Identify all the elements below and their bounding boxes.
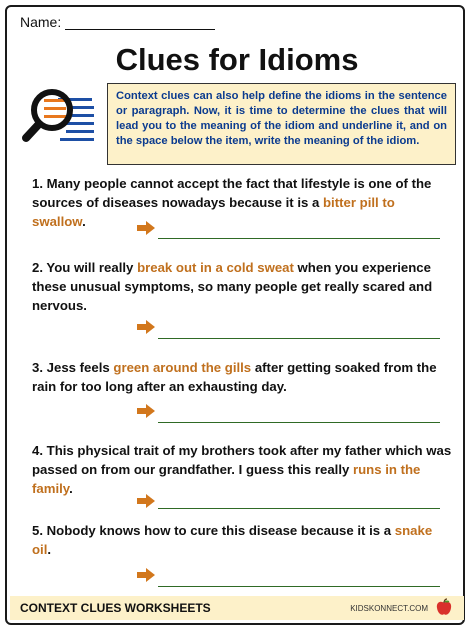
footer-title: CONTEXT CLUES WORKSHEETS — [20, 601, 211, 615]
instructions-text: Context clues can also help define the idioms in the sentence or paragraph. Now, it is time to determine the clues that will lead you to the meaning of the idiom and underline it, and on the space below the item, write the meaning of the idiom. — [116, 90, 447, 147]
question-text-end: after getting soaked from the rain for too long after an exhausting day. — [32, 360, 437, 394]
arrow-icon — [137, 320, 155, 334]
page-title: Clues for Idioms — [115, 42, 359, 77]
answer-line-1[interactable] — [158, 238, 440, 239]
arrow-icon — [137, 568, 155, 582]
arrow-icon — [137, 404, 155, 418]
question-text-end: . — [47, 542, 52, 557]
answer-line-5[interactable] — [158, 586, 440, 587]
arrow-icon — [137, 221, 155, 235]
name-row — [20, 14, 215, 30]
question-text: 5. Nobody knows how to cure this disease because it is a — [32, 523, 395, 538]
footer-bar — [10, 596, 464, 620]
instructions-box — [107, 83, 456, 165]
question-3 — [32, 358, 452, 396]
question-1 — [32, 174, 452, 231]
footer-site: KIDSKONNECT.COM — [350, 604, 428, 613]
answer-line-4[interactable] — [158, 508, 440, 509]
question-text: 3. Jess feels — [32, 360, 114, 375]
question-text: 4. This physical trait of my brothers took after my father which was passed on from our grandfather. I guess this really — [32, 443, 452, 477]
question-text-end: . — [82, 214, 86, 229]
idiom-highlight: green around the gills — [113, 360, 252, 375]
name-label: Name: — [20, 14, 62, 30]
answer-line-3[interactable] — [158, 422, 440, 423]
question-4 — [32, 441, 452, 498]
idiom-highlight: break out in a cold sweat — [137, 260, 294, 275]
question-text-end: . — [69, 481, 73, 496]
question-5 — [32, 521, 452, 559]
question-2 — [32, 258, 452, 315]
question-text: 1. Many people cannot accept the fact that lifestyle is one of the sources of diseases nowadays because it is a — [32, 176, 432, 210]
idiom-highlight: runs in the family — [32, 462, 421, 496]
magnifying-glass-document-icon — [22, 82, 102, 162]
idiom-highlight: bitter pill to swallow — [32, 195, 395, 229]
arrow-icon — [137, 494, 155, 508]
name-field-line[interactable] — [65, 15, 215, 30]
question-text: 2. You will really — [32, 260, 138, 275]
idiom-highlight: snake oil — [32, 523, 433, 557]
answer-line-2[interactable] — [158, 338, 440, 339]
question-text-end: when you experience these unusual symptoms, so many people get really scared and nervous. — [32, 260, 433, 313]
apple-icon — [434, 598, 454, 618]
